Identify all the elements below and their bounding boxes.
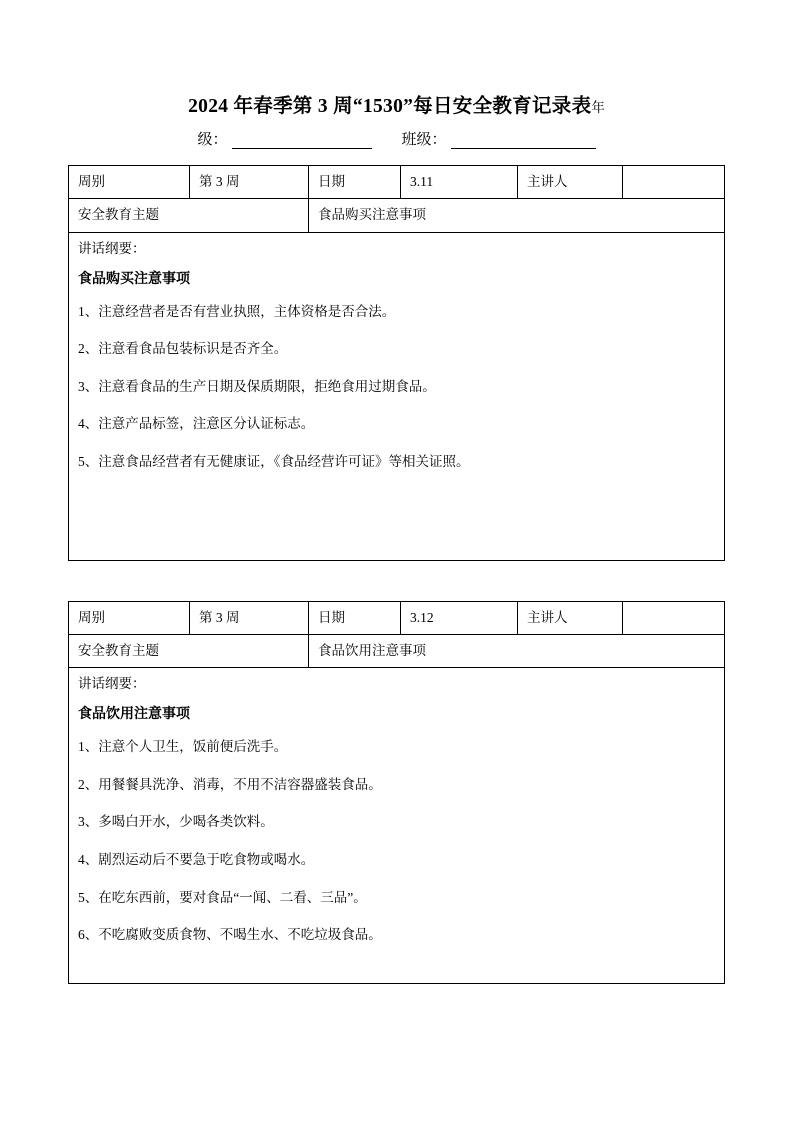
theme-value-cell-2[interactable]: 食品饮用注意事项 <box>309 634 725 667</box>
body-item: 2、注意看食品包装标识是否齐全。 <box>78 341 288 357</box>
date-value-cell-1[interactable]: 3.11 <box>401 166 518 199</box>
class-label: 班级： <box>401 132 447 148</box>
table-row <box>69 601 725 634</box>
speaker-value-cell-2[interactable] <box>623 601 725 634</box>
body-item: 6、不吃腐败变质食物、不喝生水、不吃垃圾食品。 <box>78 927 382 943</box>
body-heading-2: 食品饮用注意事项 <box>78 706 190 723</box>
theme-value-cell-1[interactable]: 食品购买注意事项 <box>309 199 725 232</box>
grade-label: 级： <box>197 132 228 148</box>
body-item: 1、注意个人卫生，饭前便后洗手。 <box>78 739 288 755</box>
speaker-value-cell-1[interactable] <box>623 166 725 199</box>
body-filler-1 <box>78 490 715 554</box>
grade-input[interactable] <box>232 133 372 149</box>
page-title-text: 2024 年春季第 3 周“1530”每日安全教育记录表 <box>188 96 592 117</box>
week-value-cell-1[interactable]: 第 3 周 <box>190 166 309 199</box>
page-title <box>68 90 725 118</box>
week-value-cell-2[interactable]: 第 3 周 <box>190 601 309 634</box>
page-title-suffix: 年 <box>591 100 605 115</box>
block-separator <box>68 561 725 601</box>
week-label-cell-2: 周别 <box>69 601 190 634</box>
speaker-label-cell-2: 主讲人 <box>518 601 623 634</box>
date-value-cell-2[interactable]: 3.12 <box>401 601 518 634</box>
table-row <box>69 199 725 232</box>
record-table-2 <box>68 601 725 984</box>
table-row <box>69 668 725 984</box>
record-table-1 <box>68 165 725 561</box>
body-item: 3、注意看食品的生产日期及保质期限，拒绝食用过期食品。 <box>78 378 436 394</box>
table-row <box>69 232 725 560</box>
body-item: 2、用餐餐具洗净、消毒，不用不洁容器盛装食品。 <box>78 776 382 792</box>
date-label-cell-2: 日期 <box>309 601 401 634</box>
body-item: 3、多喝白开水，少喝各类饮料。 <box>78 814 274 830</box>
body-item: 1、注意经营者是否有营业执照，主体资格是否合法。 <box>78 303 396 319</box>
outline-label-2: 讲话纲要： <box>78 676 146 692</box>
theme-label-cell-1: 安全教育主题 <box>69 199 309 232</box>
date-label-cell-1: 日期 <box>309 166 401 199</box>
body-heading-1: 食品购买注意事项 <box>78 270 190 287</box>
body-filler-2 <box>78 963 715 977</box>
body-item: 5、注意食品经营者有无健康证，《食品经营许可证》等相关证照。 <box>78 454 470 469</box>
speaker-label-cell-1: 主讲人 <box>518 166 623 199</box>
table-row <box>69 634 725 667</box>
body-item: 4、注意产品标签，注意区分认证标志。 <box>78 416 315 432</box>
grade-class-line <box>68 128 725 149</box>
outline-label-1: 讲话纲要： <box>78 240 146 256</box>
body-item: 4、剧烈运动后不要急于吃食物或喝水。 <box>78 852 315 867</box>
outline-body-cell-1 <box>69 232 725 560</box>
theme-label-cell-2: 安全教育主题 <box>69 634 309 667</box>
body-item: 5、在吃东西前，要对食品“一闻、二看、三品”。 <box>78 889 367 905</box>
class-input[interactable] <box>451 133 596 149</box>
outline-body-cell-2 <box>69 668 725 984</box>
week-label-cell-1: 周别 <box>69 166 190 199</box>
table-row <box>69 166 725 199</box>
